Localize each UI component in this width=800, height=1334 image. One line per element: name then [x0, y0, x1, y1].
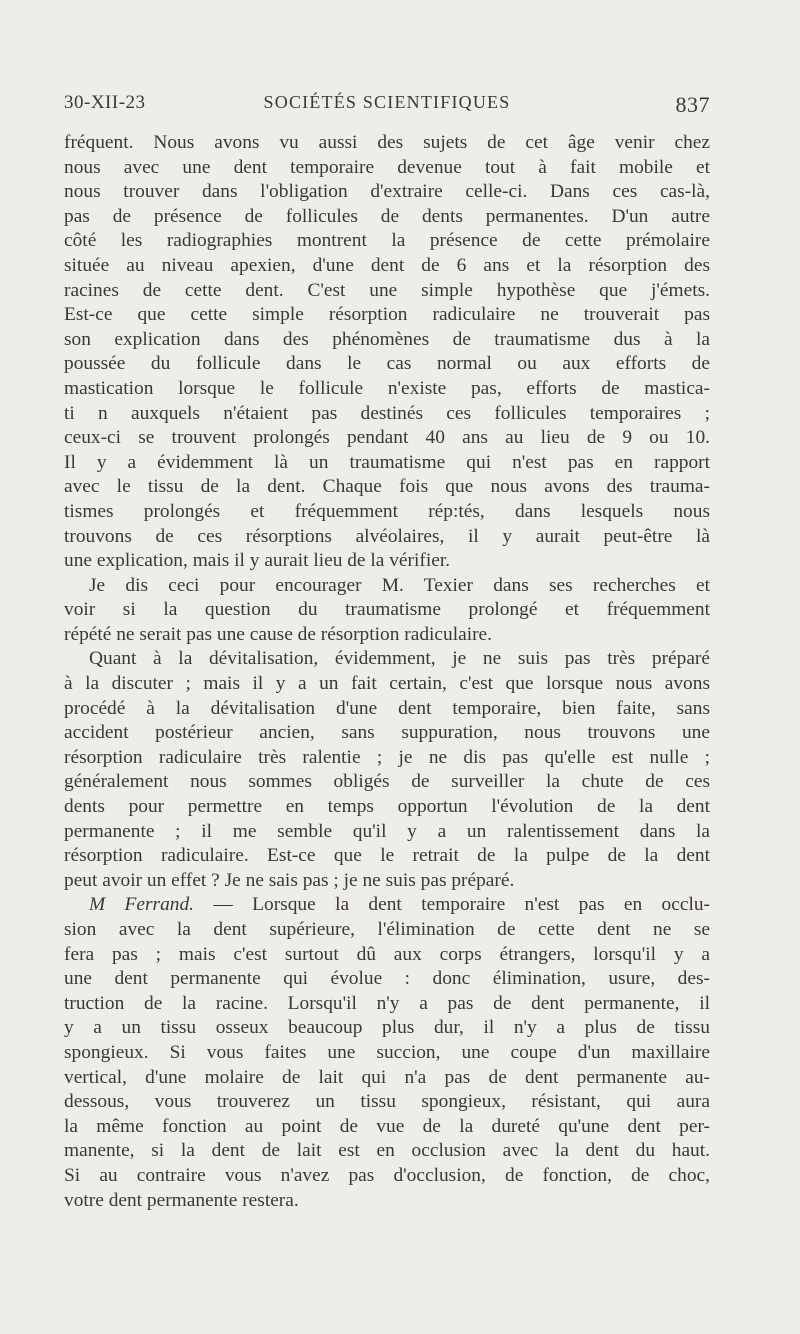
text-line: poussée du follicule dans le cas normal ou aux efforts de — [64, 353, 710, 375]
text-line: son explication dans des phénomènes de traumatisme dus à la — [64, 328, 710, 350]
text-line: une explication, mais il y aurait lieu de la vérifier. — [64, 550, 451, 572]
text-line: votre dent permanente restera. — [64, 1189, 299, 1211]
text-line: dessous, vous trouverez un tissu spongieux, résistant, qui aura — [64, 1091, 710, 1113]
page-number: 837 — [675, 92, 710, 117]
text-line: vertical, d'une molaire de lait qui n'a pas de dent permanente au- — [64, 1066, 710, 1088]
text-line: résorption radiculaire. Est-ce que le retrait de la pulpe de la dent — [64, 845, 710, 867]
text-line: généralement nous sommes obligés de surveiller la chute de ces — [64, 771, 710, 793]
text-line: fera pas ; mais c'est surtout dû aux corps étrangers, lorsqu'il y a — [64, 943, 710, 965]
text-line: spongieux. Si vous faites une succion, une coupe d'un maxillaire — [64, 1041, 710, 1063]
text-line: truction de la racine. Lorsqu'il n'y a pas de dent permanente, il — [64, 992, 710, 1014]
speaker-remark-start: — Lorsque la dent temporaire n'est pas en occlu- — [194, 894, 710, 916]
text-line: y a un tissu osseux beaucoup plus dur, il n'y a plus de tissu — [64, 1017, 710, 1039]
text-line: nous avec une dent temporaire devenue tout à fait mobile et — [64, 156, 710, 178]
text-line: ti n auxquels n'étaient pas destinés ces follicules temporaires ; — [64, 402, 710, 424]
text-line: résorption radiculaire très ralentie ; je ne dis pas qu'elle est nulle ; — [64, 746, 710, 768]
text-line: à la discuter ; mais il y a un fait certain, c'est que lorsque nous avons — [64, 673, 710, 695]
text-line: racines de cette dent. C'est une simple hypothèse que j'émets. — [64, 279, 710, 301]
text-line: manente, si la dent de lait est en occlusion avec la dent du haut. — [64, 1140, 710, 1162]
running-head-date: 30-XII-23 — [64, 92, 146, 113]
text-line: une dent permanente qui évolue : donc élimination, usure, des- — [64, 968, 710, 990]
paragraph-4 — [64, 893, 710, 1213]
running-head-title: SOCIÉTÉS SCIENTIFIQUES — [263, 92, 511, 112]
body-text — [64, 131, 710, 1213]
text-line: fréquent. Nous avons vu aussi des sujets de cet âge venir chez — [64, 132, 710, 153]
text-line: ceux-ci se trouvent prolongés pendant 40 ans au lieu de 9 ou 10. — [64, 427, 710, 449]
text-line: répété ne serait pas une cause de résorption radiculaire. — [64, 623, 493, 645]
text-line: nous trouver dans l'obligation d'extraire celle-ci. Dans ces cas-là, — [64, 181, 710, 203]
paragraph-1 — [64, 131, 710, 574]
text-line: la même fonction au point de vue de la dureté qu'une dent per- — [64, 1115, 710, 1137]
text-line: située au niveau apexien, d'une dent de 6 ans et la résorption des — [64, 254, 710, 276]
text-line: permanente ; il me semble qu'il y a un ralentissement dans la — [64, 820, 710, 842]
text-line: avec le tissu de la dent. Chaque fois que nous avons des trauma- — [64, 476, 710, 498]
text-line: pas de présence de follicules de dents permanentes. D'un autre — [64, 205, 710, 227]
paragraph-3 — [64, 647, 710, 893]
text-line: Quant à la dévitalisation, évidemment, je ne suis pas très préparé — [89, 648, 710, 670]
text-line: voir si la question du traumatisme prolongé et fréquemment — [64, 599, 710, 621]
text-line — [64, 893, 710, 918]
text-line: Si au contraire vous n'avez pas d'occlusion, de fonction, de choc, — [64, 1164, 710, 1186]
text-line: Je dis ceci pour encourager M. Texier dans ses recherches et — [89, 574, 710, 596]
text-line: sion avec la dent supérieure, l'élimination de cette dent ne se — [64, 919, 710, 940]
running-head — [64, 92, 710, 122]
text-line: peut avoir un effet ? Je ne sais pas ; je ne suis pas préparé. — [64, 869, 515, 891]
text-line: procédé à la dévitalisation d'une dent temporaire, bien faite, sans — [64, 697, 710, 719]
text-line: dents pour permettre en temps opportun l'évolution de la dent — [64, 796, 710, 818]
paragraph-2 — [64, 574, 710, 648]
text-line: Il y a évidemment là un traumatisme qui n'est pas en rapport — [64, 451, 710, 473]
text-line: accident postérieur ancien, sans suppuration, nous trouvons une — [64, 722, 710, 744]
text-line: côté les radiographies montrent la présence de cette prémolaire — [64, 230, 710, 252]
text-line: mastication lorsque le follicule n'existe pas, efforts de mastica- — [64, 377, 710, 399]
text-line: Est-ce que cette simple résorption radiculaire ne trouverait pas — [64, 304, 710, 326]
text-line: trouvons de ces résorptions alvéolaires, il y aurait peut-être là — [64, 525, 710, 547]
speaker-name: M Ferrand. — [89, 894, 195, 916]
text-line: tismes prolongés et fréquemment rép:tés, dans lesquels nous — [64, 500, 710, 522]
